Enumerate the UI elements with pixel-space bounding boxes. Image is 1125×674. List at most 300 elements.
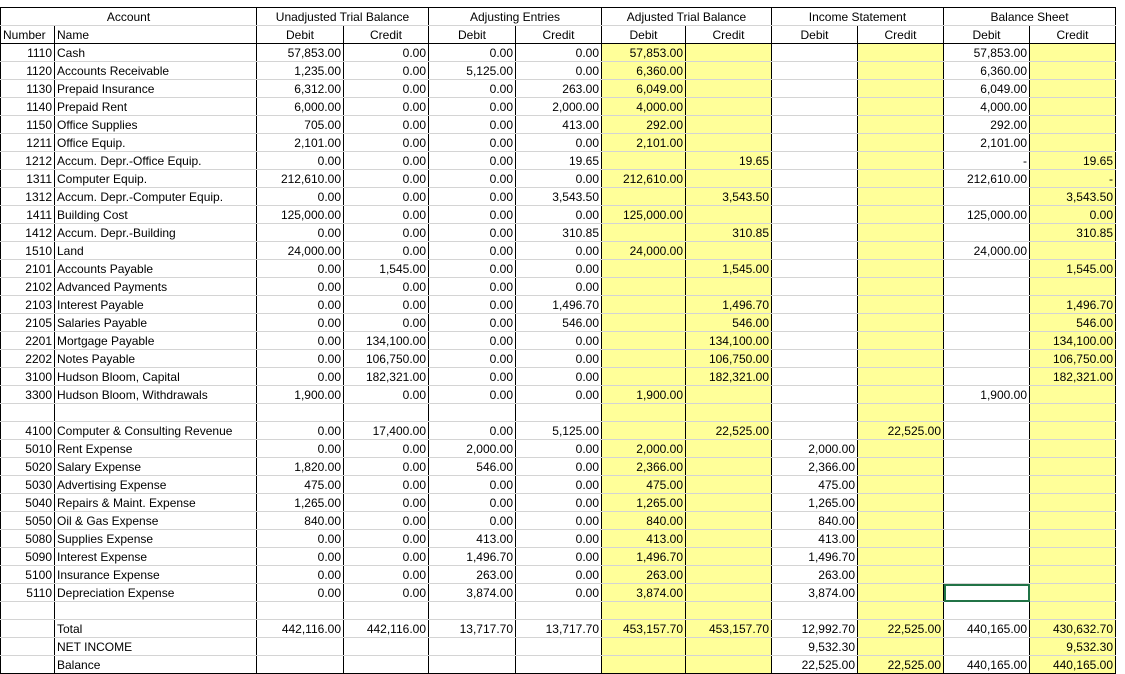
- credit-cell[interactable]: [516, 638, 602, 656]
- debit-cell[interactable]: 0.00: [257, 350, 344, 368]
- debit-cell[interactable]: [602, 350, 686, 368]
- empty-cell[interactable]: [944, 404, 1030, 422]
- credit-cell[interactable]: 0.00: [516, 134, 602, 152]
- debit-cell[interactable]: 0.00: [257, 530, 344, 548]
- credit-cell[interactable]: [858, 440, 944, 458]
- credit-cell[interactable]: 0.00: [516, 584, 602, 602]
- account-number-cell[interactable]: 5010: [1, 440, 55, 458]
- credit-cell[interactable]: [858, 98, 944, 116]
- credit-cell[interactable]: 0.00: [344, 458, 429, 476]
- debit-cell[interactable]: 292.00: [944, 116, 1030, 134]
- debit-cell[interactable]: [772, 260, 858, 278]
- debit-cell[interactable]: 1,820.00: [257, 458, 344, 476]
- debit-cell[interactable]: 0.00: [429, 512, 516, 530]
- debit-cell[interactable]: [772, 422, 858, 440]
- credit-cell[interactable]: [858, 242, 944, 260]
- credit-cell[interactable]: [858, 44, 944, 62]
- empty-cell[interactable]: [1, 656, 55, 674]
- debit-cell[interactable]: 0.00: [257, 422, 344, 440]
- account-name-cell[interactable]: Hudson Bloom, Capital: [55, 368, 257, 386]
- account-number-cell[interactable]: 3300: [1, 386, 55, 404]
- credit-cell[interactable]: [1030, 584, 1116, 602]
- debit-cell[interactable]: 0.00: [257, 314, 344, 332]
- debit-cell[interactable]: [944, 494, 1030, 512]
- credit-cell[interactable]: 19.65: [686, 152, 772, 170]
- debit-cell[interactable]: [944, 512, 1030, 530]
- credit-cell[interactable]: 22,525.00: [686, 422, 772, 440]
- income-statement-header[interactable]: Income Statement: [772, 8, 944, 26]
- credit-cell[interactable]: 1,545.00: [686, 260, 772, 278]
- credit-cell[interactable]: 106,750.00: [1030, 350, 1116, 368]
- credit-cell[interactable]: [1030, 494, 1116, 512]
- debit-cell[interactable]: 12,992.70: [772, 620, 858, 638]
- account-number-cell[interactable]: 1311: [1, 170, 55, 188]
- debit-cell[interactable]: 0.00: [257, 278, 344, 296]
- debit-cell[interactable]: 2,000.00: [772, 440, 858, 458]
- credit-cell[interactable]: 0.00: [344, 116, 429, 134]
- empty-cell[interactable]: [516, 404, 602, 422]
- unadjusted-header[interactable]: Unadjusted Trial Balance: [257, 8, 429, 26]
- name-header[interactable]: Name: [55, 26, 257, 44]
- credit-cell[interactable]: 0.00: [344, 152, 429, 170]
- account-number-cell[interactable]: 4100: [1, 422, 55, 440]
- credit-cell[interactable]: 0.00: [344, 224, 429, 242]
- debit-cell[interactable]: 0.00: [429, 206, 516, 224]
- account-number-cell[interactable]: 1411: [1, 206, 55, 224]
- credit-cell[interactable]: 413.00: [516, 116, 602, 134]
- credit-cell[interactable]: [1030, 278, 1116, 296]
- credit-cell[interactable]: 0.00: [516, 386, 602, 404]
- credit-cell[interactable]: 0.00: [344, 242, 429, 260]
- account-name-cell[interactable]: Office Supplies: [55, 116, 257, 134]
- account-name-cell[interactable]: Salaries Payable: [55, 314, 257, 332]
- credit-cell[interactable]: [686, 242, 772, 260]
- empty-cell[interactable]: [429, 404, 516, 422]
- debit-cell[interactable]: 263.00: [602, 566, 686, 584]
- debit-cell[interactable]: 1,496.70: [429, 548, 516, 566]
- debit-cell[interactable]: 0.00: [429, 476, 516, 494]
- debit-cell[interactable]: 0.00: [257, 188, 344, 206]
- debit-cell[interactable]: 9,532.30: [772, 638, 858, 656]
- debit-cell[interactable]: [772, 188, 858, 206]
- debit-cell[interactable]: 2,101.00: [602, 134, 686, 152]
- debit-cell[interactable]: [944, 566, 1030, 584]
- debit-cell[interactable]: [429, 638, 516, 656]
- debit-cell[interactable]: 0.00: [257, 296, 344, 314]
- debit-cell[interactable]: [772, 314, 858, 332]
- empty-cell[interactable]: [1, 620, 55, 638]
- debit-cell[interactable]: [772, 80, 858, 98]
- credit-cell[interactable]: 0.00: [516, 44, 602, 62]
- debit-header[interactable]: Debit: [602, 26, 686, 44]
- debit-cell[interactable]: 125,000.00: [602, 206, 686, 224]
- debit-cell[interactable]: [257, 656, 344, 674]
- debit-cell[interactable]: [944, 530, 1030, 548]
- debit-cell[interactable]: [772, 368, 858, 386]
- debit-cell[interactable]: [944, 188, 1030, 206]
- debit-cell[interactable]: 1,496.70: [602, 548, 686, 566]
- debit-cell[interactable]: [602, 278, 686, 296]
- account-number-cell[interactable]: 2103: [1, 296, 55, 314]
- credit-cell[interactable]: [1030, 98, 1116, 116]
- debit-cell[interactable]: 475.00: [602, 476, 686, 494]
- debit-cell[interactable]: 2,366.00: [602, 458, 686, 476]
- debit-cell[interactable]: 6,360.00: [602, 62, 686, 80]
- debit-cell[interactable]: 0.00: [429, 170, 516, 188]
- debit-cell[interactable]: 0.00: [257, 566, 344, 584]
- credit-cell[interactable]: 310.85: [1030, 224, 1116, 242]
- debit-cell[interactable]: [772, 116, 858, 134]
- credit-cell[interactable]: 0.00: [344, 494, 429, 512]
- balance-sheet-header[interactable]: Balance Sheet: [944, 8, 1116, 26]
- debit-header[interactable]: Debit: [429, 26, 516, 44]
- credit-cell[interactable]: [344, 656, 429, 674]
- credit-cell[interactable]: [1030, 512, 1116, 530]
- credit-cell[interactable]: 263.00: [516, 80, 602, 98]
- debit-cell[interactable]: 125,000.00: [257, 206, 344, 224]
- credit-cell[interactable]: [686, 134, 772, 152]
- credit-cell[interactable]: [686, 494, 772, 512]
- credit-cell[interactable]: 17,400.00: [344, 422, 429, 440]
- debit-cell[interactable]: [772, 332, 858, 350]
- debit-cell[interactable]: 0.00: [429, 332, 516, 350]
- credit-cell[interactable]: [1030, 62, 1116, 80]
- account-number-cell[interactable]: 5040: [1, 494, 55, 512]
- account-number-cell[interactable]: 5020: [1, 458, 55, 476]
- debit-cell[interactable]: [602, 638, 686, 656]
- empty-cell[interactable]: [772, 602, 858, 620]
- debit-cell[interactable]: 0.00: [429, 386, 516, 404]
- debit-cell[interactable]: 0.00: [429, 98, 516, 116]
- credit-cell[interactable]: 3,543.50: [1030, 188, 1116, 206]
- account-name-cell[interactable]: Building Cost: [55, 206, 257, 224]
- credit-cell[interactable]: [858, 224, 944, 242]
- debit-header[interactable]: Debit: [944, 26, 1030, 44]
- credit-cell[interactable]: 0.00: [516, 350, 602, 368]
- credit-cell[interactable]: [858, 260, 944, 278]
- credit-cell[interactable]: 106,750.00: [686, 350, 772, 368]
- credit-header[interactable]: Credit: [344, 26, 429, 44]
- debit-cell[interactable]: [602, 422, 686, 440]
- debit-cell[interactable]: [944, 332, 1030, 350]
- debit-cell[interactable]: 0.00: [429, 350, 516, 368]
- credit-cell[interactable]: 0.00: [344, 134, 429, 152]
- credit-cell[interactable]: [858, 206, 944, 224]
- debit-cell[interactable]: [257, 638, 344, 656]
- debit-cell[interactable]: [602, 656, 686, 674]
- empty-cell[interactable]: [602, 602, 686, 620]
- credit-cell[interactable]: 440,165.00: [1030, 656, 1116, 674]
- credit-cell[interactable]: 0.00: [516, 566, 602, 584]
- credit-cell[interactable]: 134,100.00: [344, 332, 429, 350]
- account-name-cell[interactable]: Cash: [55, 44, 257, 62]
- debit-cell[interactable]: [944, 548, 1030, 566]
- account-name-cell[interactable]: Repairs & Maint. Expense: [55, 494, 257, 512]
- account-number-cell[interactable]: 3100: [1, 368, 55, 386]
- empty-cell[interactable]: [1, 404, 55, 422]
- credit-cell[interactable]: [1030, 476, 1116, 494]
- credit-cell[interactable]: 310.85: [686, 224, 772, 242]
- empty-cell[interactable]: [686, 602, 772, 620]
- account-number-cell[interactable]: 5090: [1, 548, 55, 566]
- credit-cell[interactable]: [858, 80, 944, 98]
- credit-cell[interactable]: [858, 62, 944, 80]
- debit-cell[interactable]: [602, 260, 686, 278]
- debit-cell[interactable]: 0.00: [257, 440, 344, 458]
- debit-cell[interactable]: 546.00: [429, 458, 516, 476]
- empty-cell[interactable]: [516, 602, 602, 620]
- credit-cell[interactable]: 546.00: [516, 314, 602, 332]
- credit-cell[interactable]: [858, 134, 944, 152]
- credit-cell[interactable]: 106,750.00: [344, 350, 429, 368]
- credit-cell[interactable]: [686, 656, 772, 674]
- debit-cell[interactable]: [772, 98, 858, 116]
- credit-cell[interactable]: [1030, 80, 1116, 98]
- credit-header[interactable]: Credit: [858, 26, 944, 44]
- total-label-cell[interactable]: Total: [55, 620, 257, 638]
- debit-cell[interactable]: 1,900.00: [257, 386, 344, 404]
- credit-cell[interactable]: 9,532.30: [1030, 638, 1116, 656]
- credit-cell[interactable]: 546.00: [1030, 314, 1116, 332]
- debit-cell[interactable]: 1,496.70: [772, 548, 858, 566]
- debit-cell[interactable]: 4,000.00: [944, 98, 1030, 116]
- account-number-cell[interactable]: 1130: [1, 80, 55, 98]
- debit-cell[interactable]: 475.00: [257, 476, 344, 494]
- credit-cell[interactable]: 310.85: [516, 224, 602, 242]
- credit-cell[interactable]: 19.65: [1030, 152, 1116, 170]
- debit-cell[interactable]: 475.00: [772, 476, 858, 494]
- debit-cell[interactable]: [772, 296, 858, 314]
- credit-cell[interactable]: 1,496.70: [516, 296, 602, 314]
- debit-cell[interactable]: 0.00: [429, 224, 516, 242]
- credit-cell[interactable]: 0.00: [516, 458, 602, 476]
- debit-cell[interactable]: 2,101.00: [944, 134, 1030, 152]
- debit-cell[interactable]: [602, 188, 686, 206]
- credit-cell[interactable]: [858, 152, 944, 170]
- debit-cell[interactable]: [602, 224, 686, 242]
- credit-cell[interactable]: [858, 368, 944, 386]
- credit-cell[interactable]: [686, 512, 772, 530]
- account-name-cell[interactable]: Mortgage Payable: [55, 332, 257, 350]
- account-name-cell[interactable]: Accum. Depr.-Computer Equip.: [55, 188, 257, 206]
- account-number-cell[interactable]: 2105: [1, 314, 55, 332]
- account-name-cell[interactable]: Interest Expense: [55, 548, 257, 566]
- credit-cell[interactable]: 0.00: [344, 206, 429, 224]
- credit-cell[interactable]: 546.00: [686, 314, 772, 332]
- credit-cell[interactable]: -: [1030, 170, 1116, 188]
- debit-cell[interactable]: 24,000.00: [257, 242, 344, 260]
- account-number-cell[interactable]: 1150: [1, 116, 55, 134]
- account-name-cell[interactable]: Accum. Depr.-Building: [55, 224, 257, 242]
- credit-cell[interactable]: 134,100.00: [686, 332, 772, 350]
- debit-cell[interactable]: 0.00: [257, 260, 344, 278]
- debit-cell[interactable]: 2,101.00: [257, 134, 344, 152]
- credit-cell[interactable]: 0.00: [516, 62, 602, 80]
- debit-cell[interactable]: -: [944, 152, 1030, 170]
- account-name-cell[interactable]: Prepaid Rent: [55, 98, 257, 116]
- debit-cell[interactable]: 212,610.00: [602, 170, 686, 188]
- debit-cell[interactable]: 2,366.00: [772, 458, 858, 476]
- debit-cell[interactable]: 0.00: [429, 296, 516, 314]
- debit-cell[interactable]: [772, 242, 858, 260]
- credit-cell[interactable]: [1030, 422, 1116, 440]
- debit-cell[interactable]: 292.00: [602, 116, 686, 134]
- account-number-cell[interactable]: 5100: [1, 566, 55, 584]
- debit-cell[interactable]: [944, 440, 1030, 458]
- credit-cell[interactable]: [858, 332, 944, 350]
- credit-cell[interactable]: [858, 188, 944, 206]
- credit-cell[interactable]: 0.00: [344, 476, 429, 494]
- debit-cell[interactable]: 0.00: [429, 188, 516, 206]
- credit-cell[interactable]: [858, 584, 944, 602]
- debit-cell[interactable]: 0.00: [429, 260, 516, 278]
- credit-cell[interactable]: [686, 476, 772, 494]
- debit-cell[interactable]: [772, 386, 858, 404]
- account-name-cell[interactable]: Salary Expense: [55, 458, 257, 476]
- debit-cell[interactable]: 57,853.00: [944, 44, 1030, 62]
- empty-cell[interactable]: [257, 602, 344, 620]
- debit-cell[interactable]: [602, 296, 686, 314]
- account-header[interactable]: Account: [1, 8, 257, 26]
- debit-cell[interactable]: 0.00: [257, 224, 344, 242]
- debit-cell[interactable]: 0.00: [429, 44, 516, 62]
- credit-cell[interactable]: 2,000.00: [516, 98, 602, 116]
- account-number-cell[interactable]: 5080: [1, 530, 55, 548]
- debit-cell[interactable]: 440,165.00: [944, 620, 1030, 638]
- debit-cell[interactable]: 0.00: [429, 134, 516, 152]
- empty-cell[interactable]: [55, 602, 257, 620]
- credit-cell[interactable]: [686, 566, 772, 584]
- account-name-cell[interactable]: Office Equip.: [55, 134, 257, 152]
- credit-cell[interactable]: 0.00: [516, 476, 602, 494]
- debit-cell[interactable]: [602, 314, 686, 332]
- credit-cell[interactable]: [686, 98, 772, 116]
- credit-cell[interactable]: 0.00: [344, 440, 429, 458]
- debit-cell[interactable]: 4,000.00: [602, 98, 686, 116]
- credit-cell[interactable]: 0.00: [1030, 206, 1116, 224]
- credit-cell[interactable]: [1030, 530, 1116, 548]
- credit-cell[interactable]: [686, 44, 772, 62]
- debit-cell[interactable]: 1,265.00: [602, 494, 686, 512]
- debit-cell[interactable]: 0.00: [429, 494, 516, 512]
- debit-cell[interactable]: 22,525.00: [772, 656, 858, 674]
- debit-cell[interactable]: 6,049.00: [602, 80, 686, 98]
- credit-cell[interactable]: 0.00: [344, 170, 429, 188]
- debit-cell[interactable]: [944, 584, 1030, 602]
- debit-cell[interactable]: 1,900.00: [944, 386, 1030, 404]
- account-number-cell[interactable]: 1110: [1, 44, 55, 62]
- credit-cell[interactable]: 0.00: [516, 278, 602, 296]
- account-name-cell[interactable]: Hudson Bloom, Withdrawals: [55, 386, 257, 404]
- debit-cell[interactable]: 0.00: [429, 314, 516, 332]
- credit-header[interactable]: Credit: [1030, 26, 1116, 44]
- empty-cell[interactable]: [772, 404, 858, 422]
- debit-cell[interactable]: 3,874.00: [602, 584, 686, 602]
- credit-cell[interactable]: [686, 62, 772, 80]
- credit-cell[interactable]: 19.65: [516, 152, 602, 170]
- credit-cell[interactable]: 430,632.70: [1030, 620, 1116, 638]
- debit-cell[interactable]: 442,116.00: [257, 620, 344, 638]
- account-number-cell[interactable]: 1140: [1, 98, 55, 116]
- credit-cell[interactable]: [686, 440, 772, 458]
- account-name-cell[interactable]: Insurance Expense: [55, 566, 257, 584]
- account-name-cell[interactable]: Land: [55, 242, 257, 260]
- account-name-cell[interactable]: Computer Equip.: [55, 170, 257, 188]
- debit-header[interactable]: Debit: [772, 26, 858, 44]
- empty-cell[interactable]: [257, 404, 344, 422]
- debit-cell[interactable]: [772, 170, 858, 188]
- credit-cell[interactable]: 0.00: [516, 170, 602, 188]
- debit-cell[interactable]: 57,853.00: [257, 44, 344, 62]
- account-name-cell[interactable]: Accounts Receivable: [55, 62, 257, 80]
- credit-cell[interactable]: [686, 206, 772, 224]
- credit-cell[interactable]: [1030, 548, 1116, 566]
- credit-cell[interactable]: 0.00: [516, 332, 602, 350]
- credit-cell[interactable]: 0.00: [344, 386, 429, 404]
- credit-cell[interactable]: 0.00: [344, 278, 429, 296]
- credit-cell[interactable]: [686, 170, 772, 188]
- debit-cell[interactable]: [944, 224, 1030, 242]
- credit-cell[interactable]: 3,543.50: [516, 188, 602, 206]
- debit-cell[interactable]: [944, 422, 1030, 440]
- debit-cell[interactable]: 1,900.00: [602, 386, 686, 404]
- credit-cell[interactable]: 0.00: [344, 548, 429, 566]
- debit-cell[interactable]: [772, 278, 858, 296]
- credit-cell[interactable]: [858, 386, 944, 404]
- credit-cell[interactable]: 22,525.00: [858, 656, 944, 674]
- debit-cell[interactable]: [772, 134, 858, 152]
- debit-cell[interactable]: 413.00: [602, 530, 686, 548]
- debit-cell[interactable]: 212,610.00: [257, 170, 344, 188]
- debit-cell[interactable]: [772, 206, 858, 224]
- account-number-cell[interactable]: 2101: [1, 260, 55, 278]
- credit-cell[interactable]: 1,496.70: [686, 296, 772, 314]
- credit-cell[interactable]: [858, 476, 944, 494]
- credit-cell[interactable]: [1030, 242, 1116, 260]
- credit-cell[interactable]: [686, 530, 772, 548]
- credit-cell[interactable]: [858, 350, 944, 368]
- debit-cell[interactable]: [944, 350, 1030, 368]
- credit-cell[interactable]: [686, 458, 772, 476]
- debit-cell[interactable]: 13,717.70: [429, 620, 516, 638]
- account-number-cell[interactable]: 1212: [1, 152, 55, 170]
- credit-header[interactable]: Credit: [686, 26, 772, 44]
- credit-cell[interactable]: 0.00: [516, 242, 602, 260]
- credit-cell[interactable]: [686, 278, 772, 296]
- account-name-cell[interactable]: Oil & Gas Expense: [55, 512, 257, 530]
- account-number-cell[interactable]: 1120: [1, 62, 55, 80]
- debit-cell[interactable]: 6,360.00: [944, 62, 1030, 80]
- account-name-cell[interactable]: Depreciation Expense: [55, 584, 257, 602]
- account-number-cell[interactable]: 5050: [1, 512, 55, 530]
- debit-cell[interactable]: 0.00: [429, 242, 516, 260]
- credit-cell[interactable]: [686, 638, 772, 656]
- credit-cell[interactable]: 0.00: [516, 440, 602, 458]
- credit-cell[interactable]: [1030, 440, 1116, 458]
- debit-cell[interactable]: 0.00: [257, 152, 344, 170]
- debit-cell[interactable]: 1,235.00: [257, 62, 344, 80]
- credit-cell[interactable]: 0.00: [516, 548, 602, 566]
- account-number-cell[interactable]: 5110: [1, 584, 55, 602]
- debit-cell[interactable]: 263.00: [429, 566, 516, 584]
- credit-cell[interactable]: [858, 530, 944, 548]
- debit-cell[interactable]: [944, 458, 1030, 476]
- account-name-cell[interactable]: Prepaid Insurance: [55, 80, 257, 98]
- empty-cell[interactable]: [1030, 404, 1116, 422]
- credit-cell[interactable]: [858, 314, 944, 332]
- account-name-cell[interactable]: Supplies Expense: [55, 530, 257, 548]
- empty-cell[interactable]: [1030, 602, 1116, 620]
